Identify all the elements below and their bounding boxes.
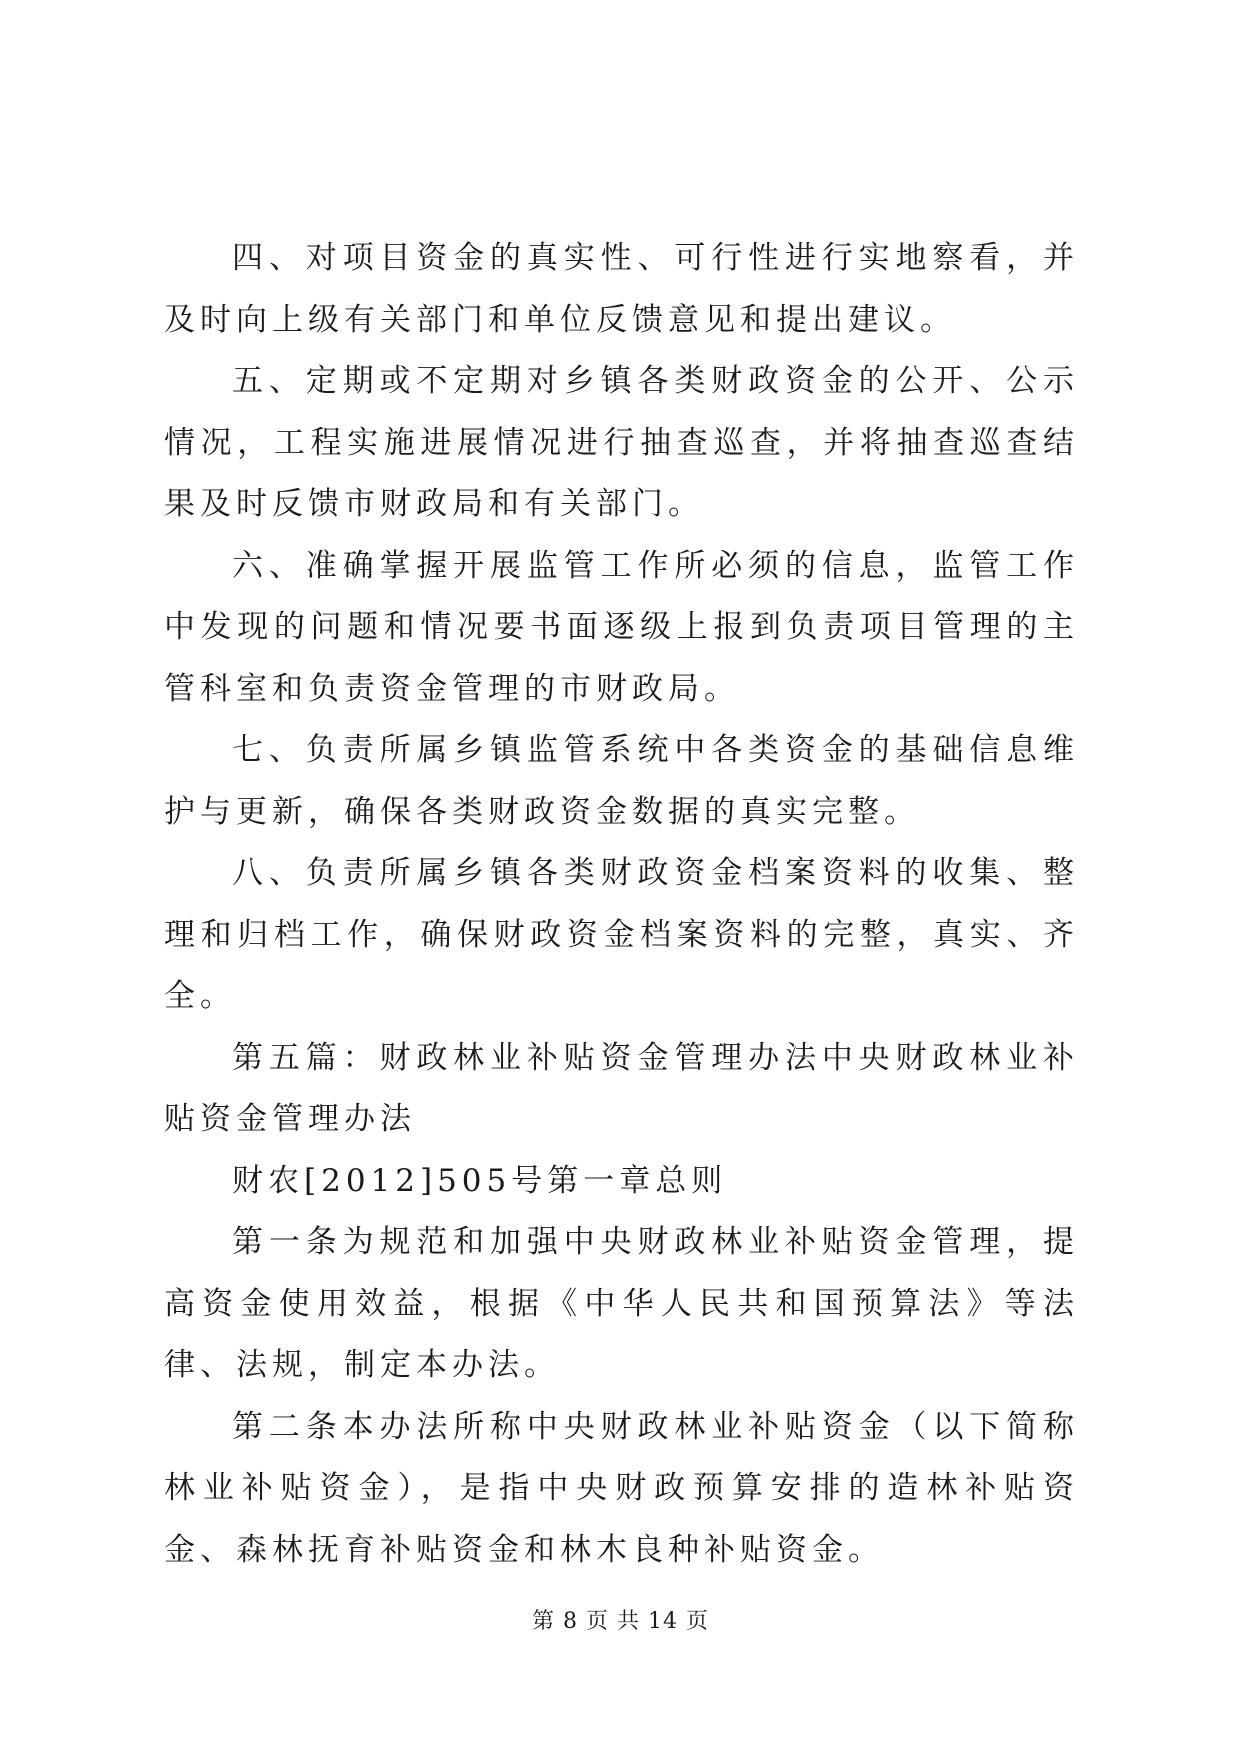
article-two: 第二条本办法所称中央财政林业补贴资金（以下简称林业补贴资金），是指中央财政预算安排的造林补贴资金、森林抚育补贴资金和林木良种补贴资金。 xyxy=(164,1408,1079,1568)
article-one: 第一条为规范和加强中央财政林业补贴资金管理，提高资金使用效益，根据《中华人民共和国预算法》等法律、法规，制定本办法。 xyxy=(164,1224,1079,1383)
paragraph-item-6: 六、准确掌握开展监管工作所必须的信息，监管工作中发现的问题和情况要书面逐级上报到负责项目管理的主管科室和负责资金管理的市财政局。 xyxy=(164,547,1079,707)
paragraph-item-4: 四、对项目资金的真实性、可行性进行实地察看，并及时向上级有关部门和单位反馈意见和提出建议。 xyxy=(164,240,1079,338)
paragraph-item-7: 七、负责所属乡镇监管系统中各类资金的基础信息维护与更新，确保各类财政资金数据的真实完整。 xyxy=(164,732,1079,830)
document-reference-chapter-one: 财农[2012]505号第一章总则 xyxy=(232,1162,728,1199)
document-body xyxy=(164,228,1079,1581)
paragraph-item-8: 八、负责所属乡镇各类财政资金档案资料的收集、整理和归档工作，确保财政资金档案资料的完整，真实、齐全。 xyxy=(164,855,1079,1014)
section-heading-part-five: 第五篇：财政林业补贴资金管理办法中央财政林业补贴资金管理办法 xyxy=(164,1039,1079,1137)
page-number-footer: 第 8 页 共 14 页 xyxy=(532,1609,709,1634)
paragraph-item-5: 五、定期或不定期对乡镇各类财政资金的公开、公示情况，工程实施进展情况进行抽查巡查，并将抽查巡查结果及时反馈市财政局和有关部门。 xyxy=(164,363,1079,522)
